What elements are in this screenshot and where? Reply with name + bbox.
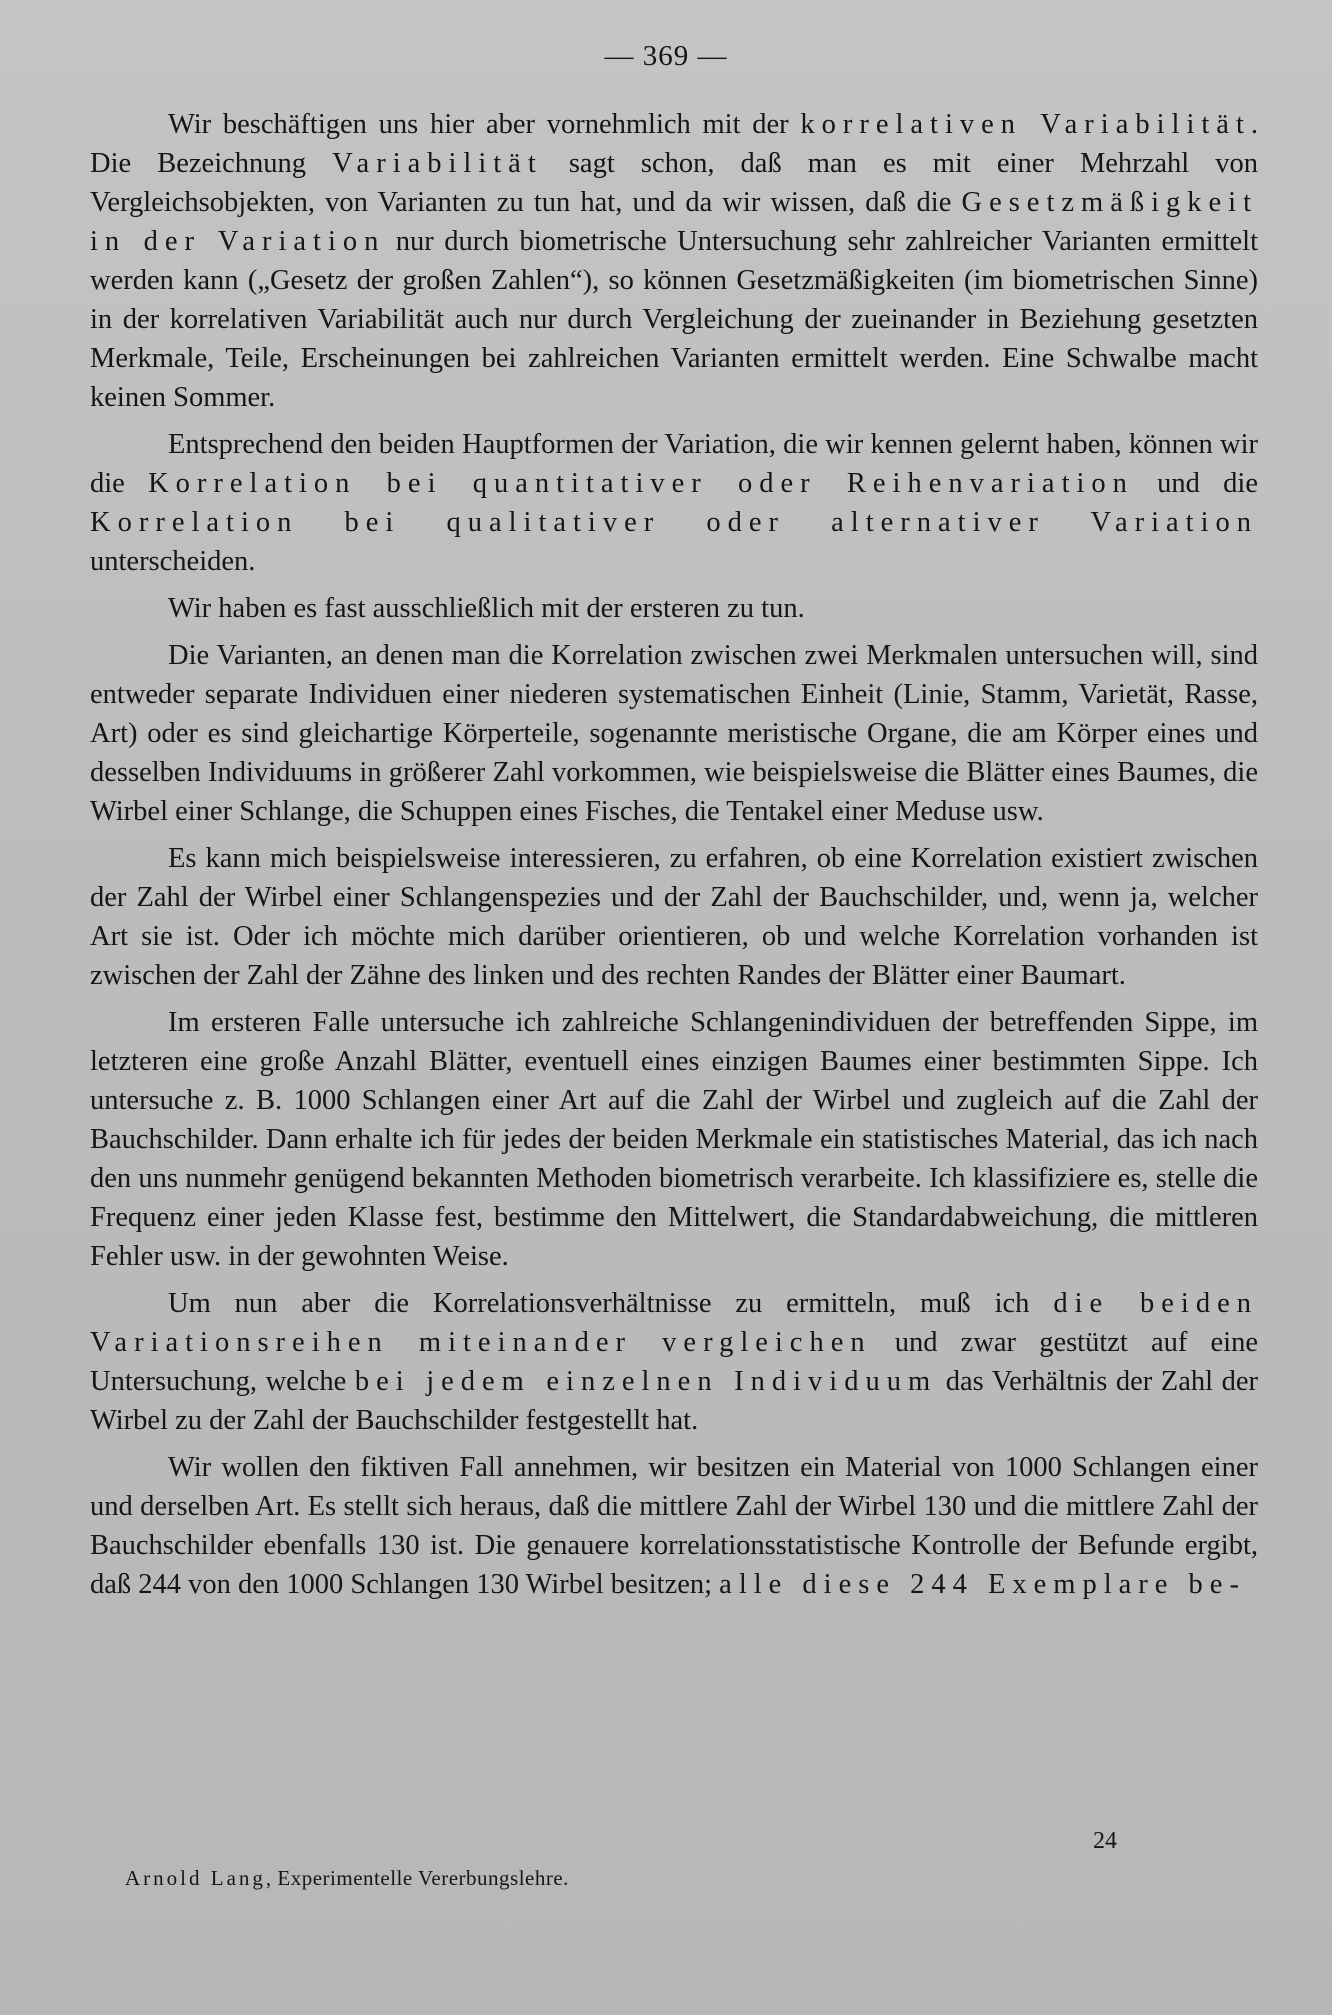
paragraph-text: und zwar gestützt auf eine Untersuchung, welche — [90, 1327, 1259, 1397]
paragraph-text: Wir beschäftigen uns hier aber vornehmlich mit der — [168, 109, 801, 140]
paragraph — [90, 636, 1258, 831]
spaced-emphasis-text: Korrelation bei quantitativer oder Reihenvariation — [148, 468, 1134, 499]
paragraph-text: Wir wollen den fiktiven Fall annehmen, wir besitzen ein Material von 1000 Schlangen einer und derselben Art. Es stellt sich heraus, daß die mittlere Zahl der Wirbel 130 und die mittlere Zahl der Bauchschilder ebenfalls 130 ist. Die genauere korrelationsstatistische Kontrolle der Befunde ergibt, daß 244 von den 1000 Schlangen 130 Wirbel besitzen; — [90, 1452, 1258, 1600]
paragraph-text: unterscheiden. — [90, 546, 256, 577]
footer-title: , Experimentelle Vererbungslehre. — [265, 1866, 569, 1890]
spaced-emphasis-text: bei jedem einzelnen Individuum — [354, 1366, 938, 1397]
page-bottom — [0, 1820, 1332, 1900]
paragraph — [90, 839, 1258, 995]
page-number: — 369 — — [604, 40, 728, 72]
footer-citation — [125, 1866, 569, 1891]
paragraph — [90, 589, 1258, 628]
paragraph — [90, 1284, 1258, 1440]
paragraph-text: Um nun aber die Korrelationsverhältnisse zu ermitteln, muß ich — [168, 1288, 1054, 1319]
footer-author: Arnold Lang — [125, 1866, 266, 1890]
paragraph — [90, 1003, 1258, 1276]
paragraph — [90, 425, 1258, 581]
paragraph-text: das Verhältnis der Zahl der Wirbel zu der Zahl der Bauchschilder festgestellt hat. — [90, 1366, 1258, 1436]
spaced-emphasis-text: alle diese 244 Exemplare be- — [719, 1569, 1246, 1600]
paragraph — [90, 1448, 1258, 1604]
paragraph — [90, 105, 1258, 417]
paragraph-text: Wir haben es fast ausschließlich mit der ersteren zu tun. — [168, 593, 805, 624]
paragraph-text: Entsprechend den beiden Hauptformen der Variation, die wir kennen gelernt haben, können wir die — [90, 429, 1258, 499]
spaced-emphasis-text: korrelativen Variabilität — [800, 109, 1251, 140]
spaced-emphasis-text: Variabilität — [332, 148, 543, 179]
paragraph-text: nur durch biometrische Untersuchung sehr zahlreicher Varianten ermittelt werden kann („Gesetz der großen Zahlen“), so können Gesetzmäßigkeiten (im biometrischen Sinne) in der korrelativen Variabilität auch nur durch Vergleichung der zueinander in Beziehung gesetzten Merkmale, Teile, Erscheinungen bei zahlreichen Varianten ermittelt werden. Eine Schwalbe macht keinen Sommer. — [90, 226, 1258, 413]
spaced-emphasis-text: die beiden Variationsreihen miteinander vergleichen — [90, 1288, 1258, 1358]
paragraph-text: Es kann mich beispielsweise interessieren, zu erfahren, ob eine Korrelation existiert zwischen der Zahl der Wirbel einer Schlangenspezies und der Zahl der Bauchschilder, und, wenn ja, welcher Art sie ist. Oder ich möchte mich darüber orientieren, ob und welche Korrelation vorhanden ist zwischen der Zahl der Zähne des linken und des rechten Randes der Blätter einer Baumart. — [90, 843, 1258, 991]
paragraph-text: . Die Bezeichnung — [90, 109, 1258, 179]
signature-mark: 24 — [1093, 1828, 1117, 1854]
paragraph-text: sagt schon, daß man es mit einer Mehrzahl von Vergleichsobjekten, von Varianten zu tun hat, und da wir wissen, daß die — [90, 148, 1258, 218]
body-text — [90, 105, 1258, 1612]
spaced-emphasis-text: Korrelation bei qualitativer oder alternativer Variation — [90, 507, 1258, 538]
spaced-emphasis-text: Gesetzmäßigkeit in der Variation — [90, 187, 1258, 257]
paragraph-text: Die Varianten, an denen man die Korrelation zwischen zwei Merkmalen untersuchen will, sind entweder separate Individuen einer niederen systematischen Einheit (Linie, Stamm, Varietät, Rasse, Art) oder es sind gleichartige Körperteile, sogenannte meristische Organe, die am Körper eines und desselben Individuums in größerer Zahl vorkommen, wie beispielsweise die Blätter eines Baumes, die Wirbel einer Schlange, die Schuppen eines Fisches, die Tentakel einer Meduse usw. — [90, 640, 1258, 827]
paragraph-text: und die — [1133, 468, 1258, 499]
paragraph-text: Im ersteren Falle untersuche ich zahlreiche Schlangenindividuen der betreffenden Sippe, im letzteren eine große Anzahl Blätter, eventuell eines einzigen Baumes einer bestimmten Sippe. Ich untersuche z. B. 1000 Schlangen einer Art auf die Zahl der Wirbel und zugleich auf die Zahl der Bauchschilder. Dann erhalte ich für jedes der beiden Merkmale ein statistisches Material, das ich nach den uns nunmehr genügend bekannten Methoden biometrisch verarbeite. Ich klassifiziere es, stelle die Frequenz einer jeden Klasse fest, bestimme den Mittelwert, die Standardabweichung, die mittleren Fehler usw. in der gewohnten Weise. — [90, 1007, 1258, 1272]
